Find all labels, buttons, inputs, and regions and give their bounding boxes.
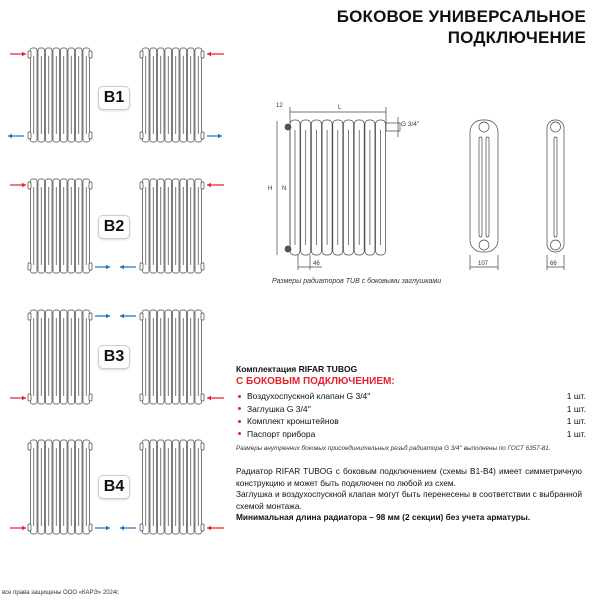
dim-107: 107: [478, 261, 489, 267]
scheme-label-b2: B2: [98, 215, 130, 239]
thread-label: G 3/4'': [401, 121, 420, 128]
return-arrow-icon: [95, 526, 110, 530]
radiator-icon: [28, 440, 92, 534]
return-arrow-icon: [120, 526, 136, 530]
scheme-label-b3: B3: [98, 345, 130, 369]
dim-46: 46: [313, 261, 320, 267]
dim-66: 66: [550, 261, 557, 267]
supply-arrow-icon: [10, 526, 26, 530]
return-arrow-icon: [120, 265, 136, 269]
bullet-icon: [238, 407, 241, 410]
kit-item: Воздухоспускной клапан G 3/4'' 1 шт.: [236, 390, 586, 403]
bullet-icon: [238, 432, 241, 435]
supply-arrow-icon: [207, 396, 224, 400]
kit-title: Комплектация RIFAR TUBOG: [236, 364, 358, 374]
kit-subtitle: С БОКОВЫМ ПОДКЛЮЧЕНИЕМ:: [236, 376, 395, 387]
radiator-icon: [140, 310, 204, 404]
dim-h: H: [268, 186, 273, 192]
bullet-icon: [238, 395, 241, 398]
drawing-caption: Размеры радиаторов TUB с боковыми заглушками: [272, 278, 442, 285]
dim-l: L: [338, 105, 342, 111]
supply-arrow-icon: [10, 396, 26, 400]
return-arrow-icon: [8, 134, 24, 138]
supply-arrow-icon: [10, 183, 26, 187]
kit-item: Комплект кронштейнов 1 шт.: [236, 415, 586, 428]
radiator-icon: [140, 179, 204, 273]
bullet-icon: [238, 420, 241, 423]
return-arrow-icon: [95, 314, 110, 318]
radiator-icon: [28, 179, 92, 273]
radiator-front-view: [285, 117, 400, 255]
supply-arrow-icon: [10, 52, 26, 56]
supply-arrow-icon: [207, 52, 224, 56]
kit-note: Размеры внутренних боковых присоединительных резьб радиатора G 3/4'' выполнены по ГОСТ 6357-81.: [236, 445, 551, 452]
radiator-icon: [140, 440, 204, 534]
copyright: все права защищены ООО «КАРЭ» 2024г.: [2, 590, 120, 596]
dim-12: 12: [276, 103, 283, 109]
scheme-label-b1: B1: [98, 86, 130, 110]
radiator-icon: [28, 48, 92, 142]
kit-item: Паспорт прибора 1 шт.: [236, 428, 586, 441]
page-title: БОКОВОЕ УНИВЕРСАЛЬНОЕ ПОДКЛЮЧЕНИЕ: [336, 7, 586, 47]
scheme-label-b4: B4: [98, 475, 130, 499]
supply-arrow-icon: [207, 183, 224, 187]
supply-arrow-icon: [207, 526, 224, 530]
kit-item: Заглушка G 3/4'' 1 шт.: [236, 403, 586, 416]
return-arrow-icon: [95, 265, 110, 269]
dimension-drawing: [250, 95, 600, 275]
kit-section: [236, 364, 586, 452]
return-arrow-icon: [120, 314, 136, 318]
radiator-icon: [28, 310, 92, 404]
radiator-icon: [140, 48, 204, 142]
dim-n: N: [282, 186, 287, 192]
return-arrow-icon: [207, 134, 222, 138]
description: Радиатор RIFAR TUBOG с боковым подключением (схемы B1-B4) имеет симметричную конструкцию и может быть подключен по любой из схем. Заглушка и воздухоспускной клапан могут быть перенесены в соответствии с выбранной схемой монтажа. Минимальная длина радиатора – 98 мм (2 секции) без учета арматуры.: [236, 466, 582, 522]
